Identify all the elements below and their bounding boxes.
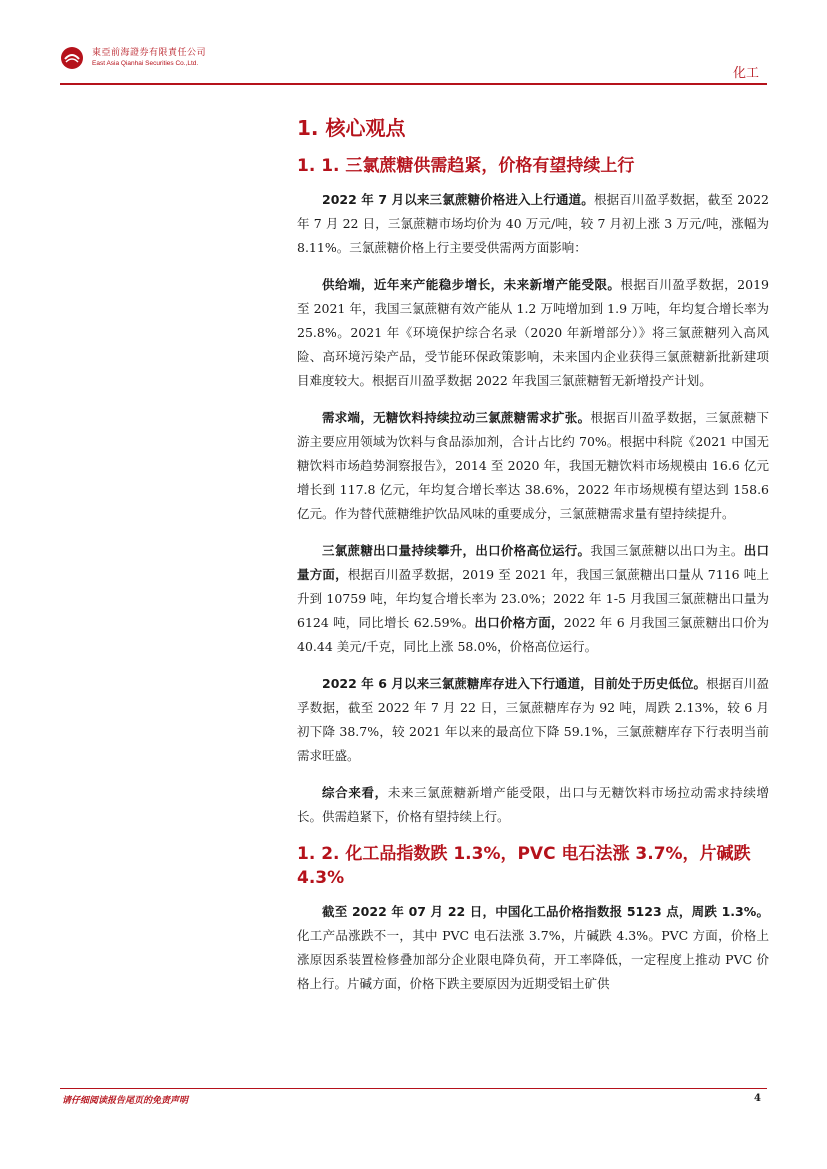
disclaimer-text: 请仔细阅读报告尾页的免责声明 (62, 1096, 189, 1106)
paragraph-text: 根据百川盈孚数据，2019 至 2021 年，我国三氯蔗糖有效产能从 1.2 万吨增加到 1.9 万吨，年均复合增长率为 25.8%。2021 年《环境保护综合名录（2020 年新增部分）》将三氯蔗糖列入高风险、高环境污染产品，受节能环保政策影响，未来国内企业获得三氯蔗糖新批新建项目难度较大。根据百川盈孚数据 2022 年我国三氯蔗糖暂无新增投产计划。 (297, 277, 769, 388)
company-name-cn: 東亞前海證券有限責任公司 (92, 48, 207, 58)
paragraph-lead: 2022 年 7 月以来三氯蔗糖价格进入上行通道。 (322, 192, 594, 207)
paragraph-demand (297, 406, 769, 526)
paragraph-subhead-volume: 出口量方面， (297, 543, 769, 582)
page-number: 4 (754, 1093, 761, 1104)
paragraph-text: 根据百川盈孚数据，截至 2022 年 7 月 22 日，三氯蔗糖市场均价为 40 万元/吨，较 7 月初上涨 3 万元/吨，涨幅为 8.11%。三氯蔗糖价格上行主要受供需两方面影响： (297, 192, 770, 255)
company-name (92, 48, 206, 68)
header-divider (60, 83, 767, 85)
paragraph-text: 根据百川盈孚数据，三氯蔗糖下游主要应用领域为饮料与食品添加剂，合计占比约 70%。根据中科院《2021 中国无糖饮料市场趋势洞察报告》，2014 至 2020 年，我国无糖饮料市场规模由 16.6 亿元增长到 117.8 亿元，年均复合增长率达 38.6%，2022 年市场规模有望达到 158.6 亿元。作为替代蔗糖维护饮品风味的重要成分，三氯蔗糖需求量有望持续提升。 (297, 410, 769, 521)
company-name-en: East Asia Qianhai Securities Co.,Ltd. (92, 60, 199, 67)
section-heading: 1. 核心观点 (297, 116, 406, 140)
report-body (297, 112, 769, 1009)
industry-tag: 化工 (732, 66, 759, 81)
paragraph-text: 未来三氯蔗糖新增产能受限，出口与无糖饮料市场拉动需求持续增长。供需趋紧下，价格有望持续上行。 (297, 785, 769, 824)
paragraph-summary (297, 781, 769, 829)
paragraph-lead: 2022 年 6 月以来三氯蔗糖库存进入下行通道，目前处于历史低位。 (322, 676, 707, 691)
paragraph-lead: 供给端，近年来产能稳步增长，未来新增产能受限。 (322, 277, 621, 292)
paragraph-inventory (297, 672, 769, 768)
paragraph-price-trend (297, 188, 769, 260)
paragraph-supply (297, 273, 769, 393)
subsection-heading-2: 1. 2. 化工品指数跌 1.3%，PVC 电石法涨 3.7%，片碱跌 4.3% (297, 844, 751, 888)
paragraph-text: 2022 年 6 月我国三氯蔗糖出口价为 40.44 美元/千克，同比上涨 58.0%，价格高位运行。 (297, 615, 769, 654)
paragraph-lead: 截至 2022 年 07 月 22 日，中国化工品价格指数报 5123 点，周跌 1.3%。 (322, 904, 769, 919)
page-header (0, 0, 827, 90)
paragraph-text: 根据百川盈孚数据，2019 至 2021 年，我国三氯蔗糖出口量从 7116 吨上升到 10759 吨，年均复合增长率为 23.0%；2022 年 1-5 月我国三氯蔗糖出口量为 6124 吨，同比增长 62.59%。 (297, 567, 769, 630)
paragraph-lead: 需求端，无糖饮料持续拉动三氯蔗糖需求扩张。 (322, 410, 591, 425)
paragraph-lead: 三氯蔗糖出口量持续攀升，出口价格高位运行。 (322, 543, 591, 558)
company-logo-icon (60, 46, 84, 70)
paragraph-text: 我国三氯蔗糖以出口为主。 (590, 543, 744, 558)
paragraph-subhead-price: 出口价格方面， (474, 615, 564, 630)
paragraph-text: 根据百川盈孚数据，截至 2022 年 7 月 22 日，三氯蔗糖库存为 92 吨，周跌 2.13%，较 6 月初下降 38.7%，较 2021 年以来的最高位下降 59.1%，三氯蔗糖库存下行表明当前需求旺盛。 (297, 676, 769, 763)
paragraph-lead: 综合来看， (322, 785, 388, 800)
footer-divider (60, 1088, 767, 1089)
subsection-heading-1: 1. 1. 三氯蔗糖供需趋紧，价格有望持续上行 (297, 156, 635, 176)
paragraph-text: 化工产品涨跌不一，其中 PVC 电石法涨 3.7%，片碱跌 4.3%。PVC 方面，价格上涨原因系装置检修叠加部分企业限电降负荷，开工率降低，一定程度上推动 PVC 价格上行。片碱方面，价格下跌主要原因为近期受铝土矿供 (297, 928, 769, 991)
paragraph-index (297, 900, 769, 996)
paragraph-export (297, 539, 769, 659)
